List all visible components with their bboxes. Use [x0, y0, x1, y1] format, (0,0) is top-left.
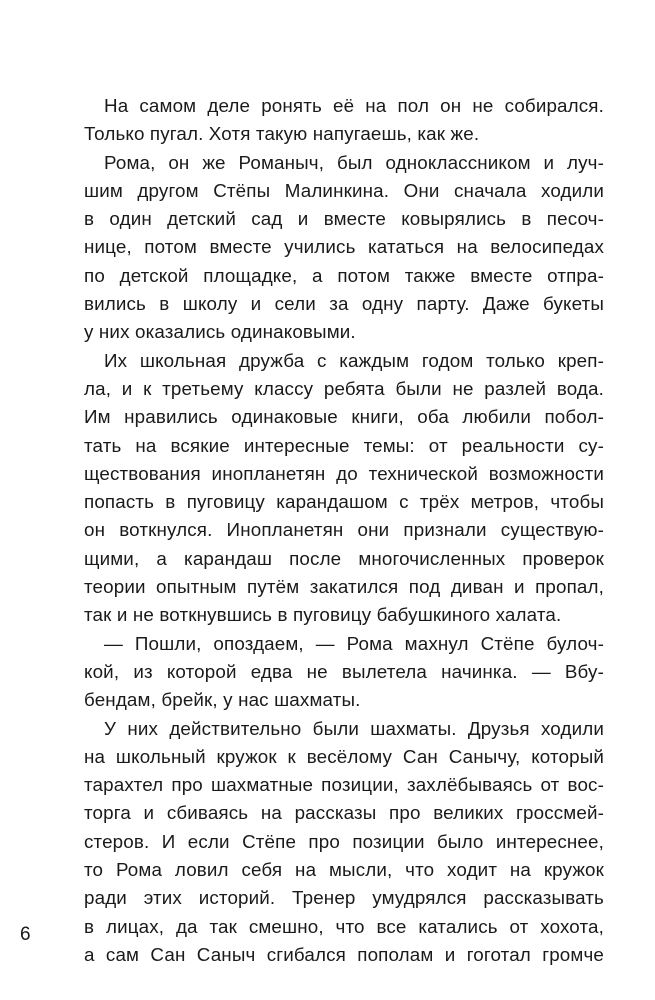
text-line: торга и сбиваясь на рассказы про великих гроссмей- — [84, 802, 604, 824]
text-line: кой, из которой едва не вылетела начинка. — Вбу- — [84, 660, 604, 682]
text-line: ради этих историй. Тренер умудрялся рассказывать — [84, 887, 604, 909]
text-line: ществования инопланетян до технической возможности — [84, 462, 604, 484]
text-line: теории опытным путём закатился под диван и пропал, — [84, 576, 604, 598]
text-line: нице, потом вместе учились кататься на велосипедах — [84, 236, 604, 258]
text-line: в один детский сад и вместе ковырялись в песоч- — [84, 208, 604, 230]
text-line: — Пошли, опоздаем, — Рома махнул Стёпе булоч- — [104, 632, 604, 654]
text-line: по детской площадке, а потом также вместе отпра- — [84, 264, 604, 286]
text-line: то Рома ловил себя на мысли, что ходит на кружок — [84, 859, 604, 881]
text-line: У них действительно были шахматы. Друзья ходили — [104, 717, 604, 739]
text-line: вились в школу и сели за одну парту. Даже букеты — [84, 293, 604, 315]
text-line: На самом деле ронять её на пол он не собирался. — [104, 95, 604, 116]
text-line: на школьный кружок к весёлому Сан Санычу, который — [84, 745, 604, 767]
text-line: бендам, брейк, у нас шахматы. — [84, 689, 361, 711]
page-number: 6 — [20, 924, 31, 945]
text-line: Им нравились одинаковые книги, оба любили побол- — [84, 406, 604, 428]
text-line: Рома, он же Романыч, был одноклассником и луч- — [104, 151, 604, 173]
text-line: так и не воткнувшись в пуговицу бабушкиного халата. — [84, 604, 562, 626]
text-line: попасть в пуговицу карандашом с трёх метров, чтобы — [84, 491, 604, 513]
text-line: у них оказались одинаковыми. — [84, 321, 356, 343]
text-line: он воткнулся. Инопланетян они признали существую- — [84, 519, 604, 541]
text-line: в лицах, да так смешно, что все катались от хохота, — [84, 915, 604, 937]
body-text — [84, 92, 604, 969]
text-line: стеров. И если Стёпе про позиции было интереснее, — [84, 830, 604, 852]
text-line: ла, и к третьему классу ребята были не разлей вода. — [84, 377, 604, 399]
text-line: тать на всякие интересные темы: от реальности су- — [84, 434, 604, 456]
text-line: тарахтел про шахматные позиции, захлёбываясь от вос- — [84, 774, 604, 796]
text-line: Их школьная дружба с каждым годом только креп- — [104, 349, 604, 371]
text-line: Только пугал. Хотя такую напугаешь, как же. — [84, 123, 480, 145]
text-line: щими, а карандаш после многочисленных проверок — [84, 547, 604, 569]
text-line: а сам Сан Саныч сгибался пополам и гоготал громче — [84, 943, 604, 965]
text-line: шим другом Стёпы Малинкина. Они сначала ходили — [84, 179, 604, 201]
